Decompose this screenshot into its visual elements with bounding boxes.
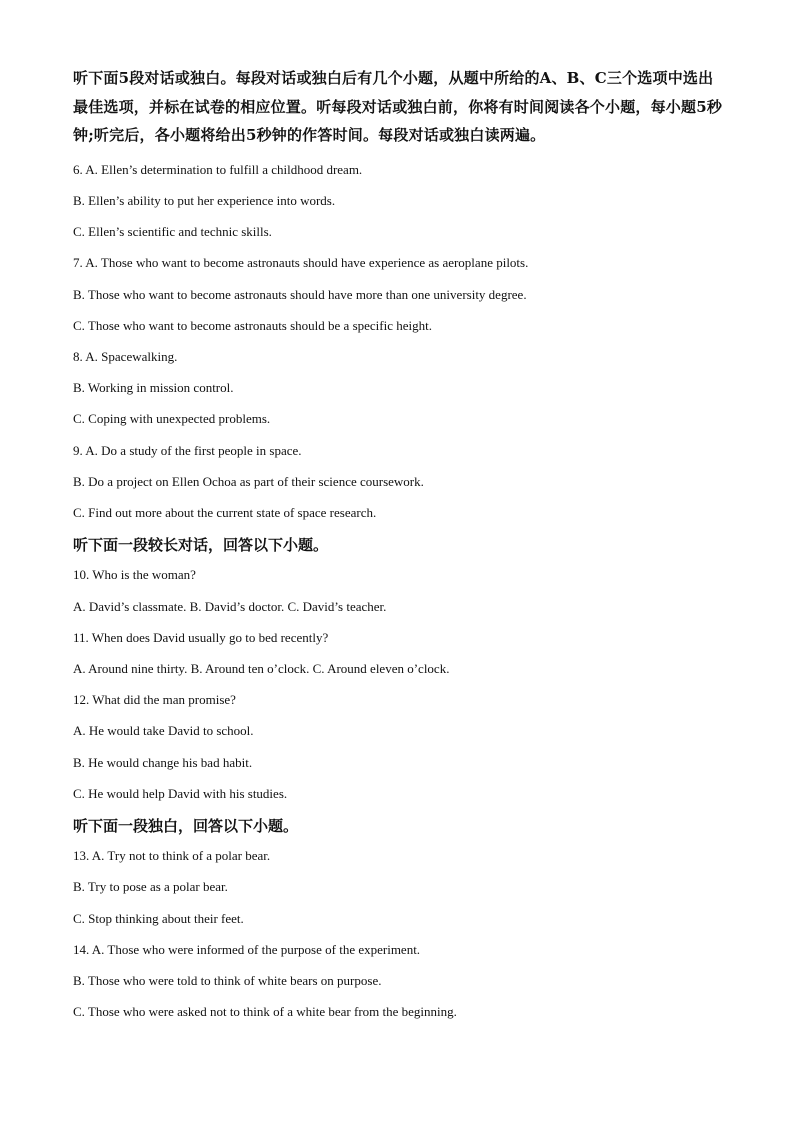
- option-line: C. Stop thinking about their feet.: [73, 911, 244, 926]
- option-line: B. Ellen’s ability to put her experience into words.: [73, 193, 336, 208]
- option-line: C. He would help David with his studies.: [73, 786, 288, 801]
- option-line: B. Those who want to become astronauts should have more than one university degree.: [73, 287, 527, 302]
- option-line: C. Coping with unexpected problems.: [73, 411, 271, 426]
- instructions-paragraph: 听下面5段对话或独白。每段对话或独白后有几个小题，从题中所给的A、B、C三个选项中选出最佳选项，并标在试卷的相应位置。听每段对话或独白前，你将有时间阅读各个小题，每小题5秒钟;听完后，各小题将给出5秒钟的作答时间。每段对话或独白读两遍。: [73, 69, 723, 144]
- option-line: B. Try to pose as a polar bear.: [73, 879, 228, 894]
- option-line: C. Find out more about the current state of space research.: [73, 505, 377, 520]
- section-heading-dialogue: 听下面一段较长对话，回答以下小题。: [73, 536, 329, 554]
- option-line: B. Do a project on Ellen Ochoa as part of their science coursework.: [73, 474, 424, 489]
- option-line: C. Ellen’s scientific and technic skills.: [73, 224, 272, 239]
- question-line: 14. A. Those who were informed of the purpose of the experiment.: [73, 942, 421, 957]
- question-line: 12. What did the man promise?: [73, 692, 236, 707]
- option-line: C. Those who were asked not to think of a white bear from the beginning.: [73, 1004, 457, 1019]
- option-line: B. Working in mission control.: [73, 380, 234, 395]
- question-line: 10. Who is the woman?: [73, 567, 196, 582]
- option-line: C. Those who want to become astronauts should be a specific height.: [73, 318, 432, 333]
- section-heading-monologue: 听下面一段独白，回答以下小题。: [73, 817, 299, 835]
- option-line: B. Those who were told to think of white bears on purpose.: [73, 973, 382, 988]
- option-line: B. He would change his bad habit.: [73, 755, 253, 770]
- question-line: 8. A. Spacewalking.: [73, 349, 178, 364]
- question-line: 13. A. Try not to think of a polar bear.: [73, 848, 271, 863]
- question-line: 6. A. Ellen’s determination to fulfill a childhood dream.: [73, 162, 363, 177]
- question-line: 7. A. Those who want to become astronauts should have experience as aeroplane pilots.: [73, 255, 529, 270]
- option-line: A. Around nine thirty. B. Around ten o’clock. C. Around eleven o’clock.: [73, 661, 450, 676]
- option-line: A. David’s classmate. B. David’s doctor. C. David’s teacher.: [73, 599, 387, 614]
- option-line: A. He would take David to school.: [73, 723, 254, 738]
- question-line: 11. When does David usually go to bed recently?: [73, 630, 329, 645]
- question-line: 9. A. Do a study of the first people in space.: [73, 443, 302, 458]
